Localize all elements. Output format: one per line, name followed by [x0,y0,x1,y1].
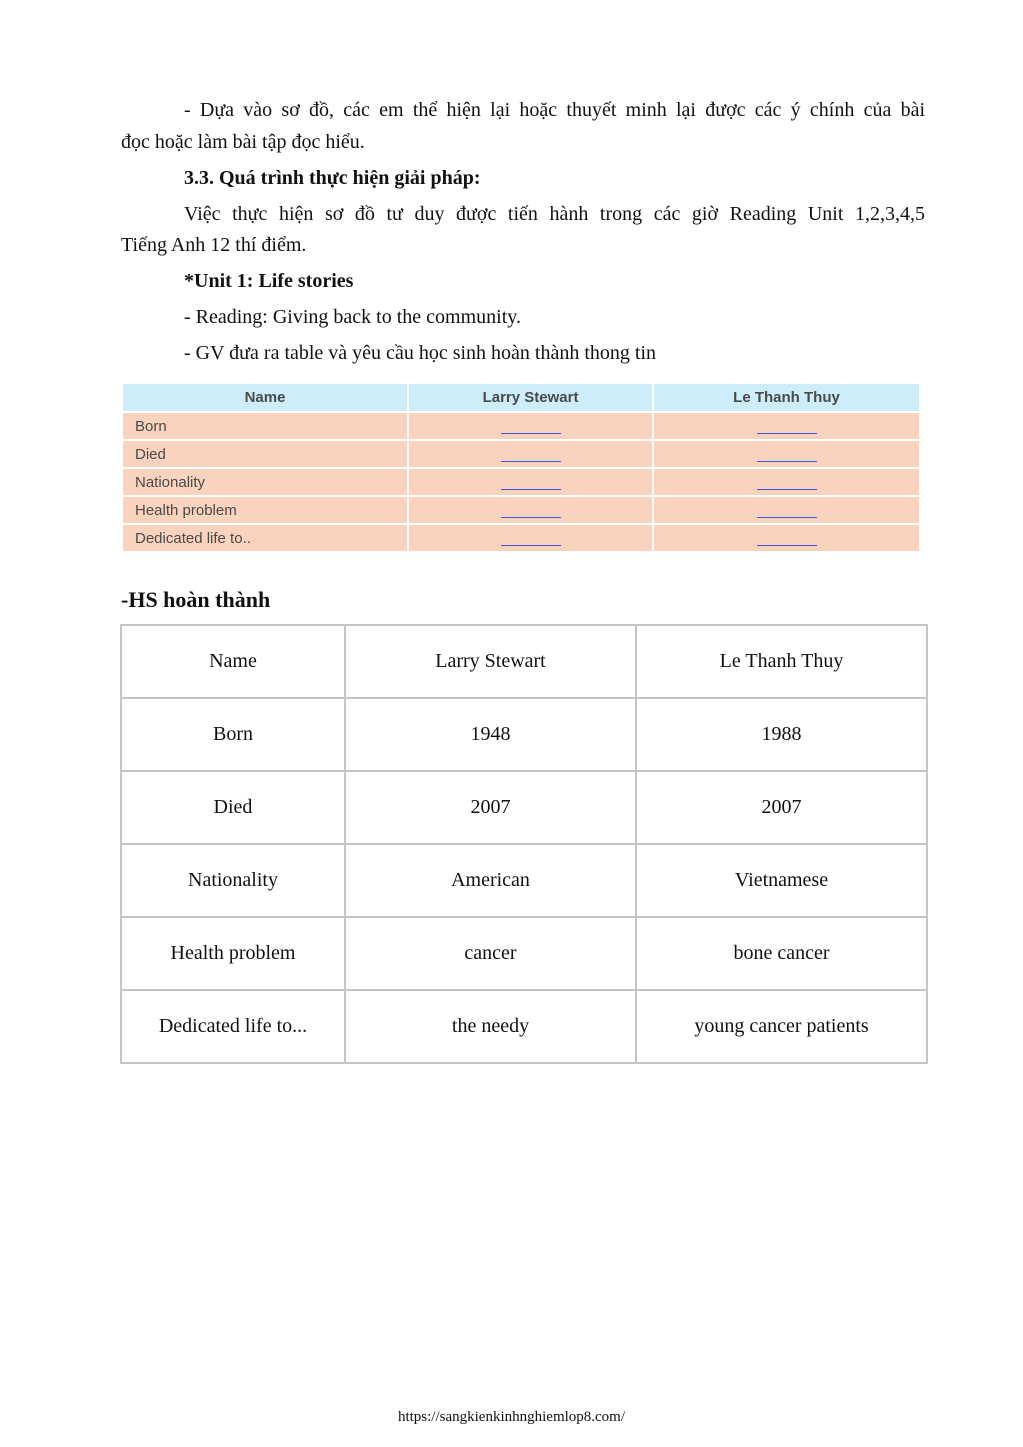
table-row [121,917,927,990]
worksheet-header-cell: Larry Stewart [408,383,653,412]
worksheet-blank [408,496,653,524]
completed-heading: -HS hoàn thành [121,587,271,612]
blank-line [757,447,817,462]
worksheet-blank [653,496,920,524]
worksheet-row [122,440,920,468]
table-cell: Le Thanh Thuy [636,625,927,698]
reading-line: - Reading: Giving back to the community. [184,306,521,328]
blank-line [501,419,561,434]
paragraph-2-line-2: Tiếng Anh 12 thí điểm. [121,234,307,256]
worksheet-blank [653,412,920,440]
worksheet-row-label: Born [122,412,408,440]
footer-url[interactable]: https://sangkienkinhnghiemlop8.com/ [397,1409,626,1425]
paragraph-1-line-2: đọc hoặc làm bài tập đọc hiểu. [121,131,365,153]
worksheet-row [122,496,920,524]
worksheet-row [122,412,920,440]
table-cell: young cancer patients [636,990,927,1063]
table-cell: Vietnamese [636,844,927,917]
table-cell: 2007 [345,771,636,844]
blank-line [501,531,561,546]
table-row [121,625,927,698]
worksheet-blank [408,412,653,440]
worksheet-row-label: Nationality [122,468,408,496]
worksheet-header-cell: Le Thanh Thuy [653,383,920,412]
paragraph-2-line-1: Việc thực hiện sơ đồ tư duy được tiến hành trong các giờ Reading Unit 1,2,3,4,5 [184,203,925,225]
worksheet-row-label: Dedicated life to.. [122,524,408,552]
table-cell: cancer [345,917,636,990]
worksheet-table [121,382,921,553]
worksheet-blank [408,440,653,468]
table-cell: Health problem [121,917,345,990]
worksheet-blank [408,524,653,552]
blank-line [757,531,817,546]
worksheet-blank [653,524,920,552]
table-row [121,990,927,1063]
table-cell: Born [121,698,345,771]
worksheet-blank [408,468,653,496]
blank-line [501,447,561,462]
worksheet-row-label: Died [122,440,408,468]
table-cell: 1988 [636,698,927,771]
table-cell: Nationality [121,844,345,917]
blank-line [757,503,817,518]
worksheet-row-label: Health problem [122,496,408,524]
table-cell: Name [121,625,345,698]
worksheet-row [122,524,920,552]
table-row [121,698,927,771]
table-cell: bone cancer [636,917,927,990]
worksheet-blank [653,440,920,468]
table-cell: Dedicated life to... [121,990,345,1063]
blank-line [757,419,817,434]
table-row [121,771,927,844]
table-row [121,844,927,917]
table-cell: 2007 [636,771,927,844]
worksheet-header-cell: Name [122,383,408,412]
section-heading: 3.3. Quá trình thực hiện giải pháp: [184,167,481,189]
worksheet-header-row [122,383,920,412]
table-cell: the needy [345,990,636,1063]
table-cell: Larry Stewart [345,625,636,698]
paragraph-1-line-1: - Dựa vào sơ đồ, các em thể hiện lại hoặc thuyết minh lại được các ý chính của bài [184,99,925,121]
table-cell: 1948 [345,698,636,771]
blank-line [501,475,561,490]
table-cell: American [345,844,636,917]
worksheet-blank [653,468,920,496]
completed-table [120,624,928,1064]
worksheet-row [122,468,920,496]
blank-line [757,475,817,490]
blank-line [501,503,561,518]
instruction-line: - GV đưa ra table và yêu cầu học sinh hoàn thành thong tin [184,342,657,364]
table-cell: Died [121,771,345,844]
unit-title: *Unit 1: Life stories [184,270,354,292]
